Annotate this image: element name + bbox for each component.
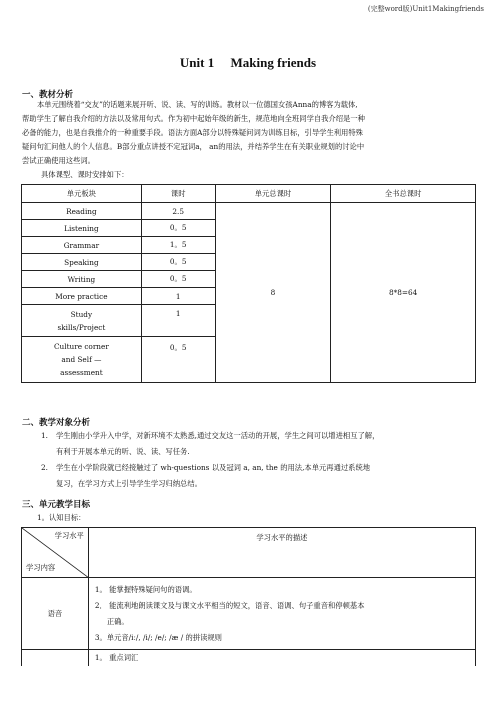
section-heading-unit-goals: 三、单元教学目标 [22, 500, 91, 510]
list-item-line: 学生刚由小学升入中学，对新环境不太熟悉,通过交友这一活动的开展，学生之间可以增进相互了解， [56, 431, 380, 440]
paragraph-line: 具体课型、课时安排如下： [41, 170, 129, 179]
page-header: (完整word版)Unit1Makingfriends [367, 5, 484, 13]
desc-header: 学习水平的描述 [88, 528, 475, 578]
module-name: Grammar [22, 237, 142, 254]
module-hours: 0。5 [141, 271, 215, 288]
table-header: 课时 [141, 185, 215, 203]
module-hours: 0。5 [141, 254, 215, 271]
list-item-line: 复习，在学习方式上引导学生学习归纳总结。 [56, 479, 202, 488]
module-hours: 0。5 [141, 220, 215, 237]
module-hours: 2.5 [141, 203, 215, 220]
desc-line: 2． 能流利地朗读课文及与课文水平相当的短文，语音、语调、句子重音和停顿基本 [94, 600, 365, 610]
module-name: More practice [22, 288, 142, 305]
paragraph-line: 本单元围绕着“交友”的话题来展开听、说、读、写的训练。教材以一位德国女孩Anna的博客为载体, [37, 100, 358, 109]
module-hours: 0。5 [141, 337, 215, 383]
list-item-line: 有利于开展本单元的听、说、读、写任务. [56, 447, 190, 456]
module-name [22, 305, 142, 337]
corner-bottom-label: 学习内容 [26, 563, 56, 572]
list-number: 1. [41, 431, 48, 440]
book-total-hours: 8*8=64 [331, 203, 476, 383]
row-label-empty [22, 650, 89, 666]
paragraph-line: 帮助学生了解自我介绍的方法以及常用句式。作为初中起始年级的新生，规范地向全班同学自我介绍是一种 [22, 114, 365, 123]
goals-table [21, 527, 476, 666]
module-name-line: and Self — [61, 355, 102, 364]
desc-line: 3。单元音/iː/, /i/; /e/; /æ / 的拼读规则 [94, 632, 222, 642]
module-hours: 1。5 [141, 237, 215, 254]
table-header: 单元总课时 [215, 185, 331, 203]
paragraph-line: 尝试正确使用这些词。 [22, 156, 95, 165]
module-name-line: assessment [60, 368, 103, 377]
section-heading-student-analysis: 二、教学对象分析 [22, 418, 91, 428]
schedule-table [21, 184, 476, 383]
module-name: Writing [22, 271, 142, 288]
paragraph-line: 疑问句汇问他人的个人信息。B部分重点讲授不定冠词a， an的用法，并结养学生在有关职业规划的讨论中 [22, 142, 365, 151]
module-name: Listening [22, 220, 142, 237]
desc-line: 1。 能掌握特殊疑问句的语调。 [94, 584, 197, 594]
module-name-line: skills/Project [57, 322, 106, 332]
list-number: 2. [41, 463, 48, 472]
desc-line: 正确。 [106, 616, 129, 626]
table-header: 单元板块 [22, 185, 142, 203]
section-heading-textbook-analysis: 一、教材分析 [22, 90, 74, 100]
unit-total-hours: 8 [215, 203, 331, 383]
module-name-line: Study [70, 309, 93, 319]
module-name: Speaking [22, 254, 142, 271]
vocab-desc: 1。 重点词汇 [88, 650, 475, 666]
module-hours: 1 [141, 288, 215, 305]
corner-top-label: 学习水平 [54, 531, 84, 540]
sub-heading: 1。认知目标： [37, 513, 86, 522]
module-hours: 1 [141, 305, 215, 337]
list-item-line: 学生在小学阶段就已经接触过了 wh-questions 以及冠词 a, an, the 的用法,本单元再通过系统地 [56, 463, 371, 472]
paragraph-line: 必备的能力，也是自我推介的一种重要手段。语法方面A部分以特殊疑问词为训练目标，引导学生利用特殊 [22, 128, 363, 137]
page-title: Unit 1 Making friends [179, 55, 317, 70]
module-name: Reading [22, 203, 142, 220]
table-header: 全书总课时 [331, 185, 476, 203]
phonetics-desc [88, 578, 475, 650]
module-name [22, 337, 142, 383]
module-name-line: Culture corner [53, 342, 109, 351]
corner-cell [22, 528, 89, 578]
row-label-phonetics: 语音 [22, 578, 89, 650]
